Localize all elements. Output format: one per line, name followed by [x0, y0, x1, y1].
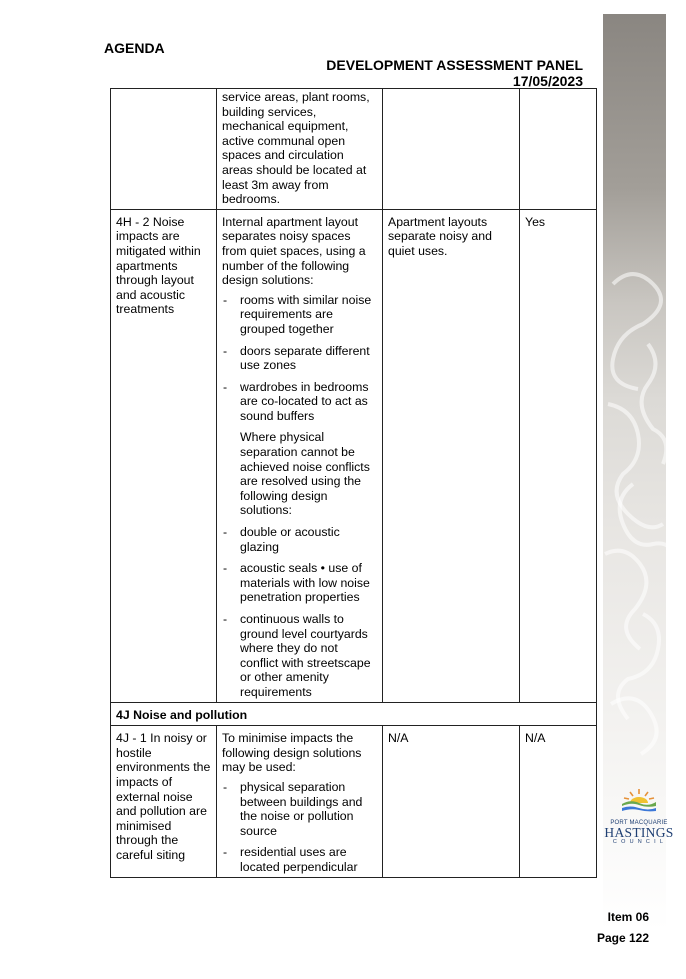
- meeting-date: 17/05/2023: [512, 73, 583, 89]
- assessment-table: [110, 88, 597, 878]
- item-number: Item 06: [607, 910, 649, 924]
- comment-cell: N/A: [383, 726, 520, 877]
- table-row: [111, 89, 597, 210]
- comment-cell: [383, 89, 520, 210]
- guidance-list: [222, 780, 377, 875]
- objective-cell: 4H - 2 Noise impacts are mitigated within apartments through layout and acoustic treatments: [111, 209, 217, 702]
- table-row: [111, 726, 597, 877]
- agenda-heading: AGENDA: [104, 40, 165, 56]
- comment-cell: Apartment layouts separate noisy and quiet uses.: [383, 209, 520, 702]
- design-guidance-cell: [217, 726, 383, 877]
- logo-text-line3: COUNCIL: [612, 839, 668, 845]
- guidance-note: Where physical separation cannot be achieved noise conflicts are resolved using the following design solutions:: [240, 430, 370, 518]
- design-guidance-cell: service areas, plant rooms, building services, mechanical equipment, active communal open spaces and circulation areas should be located at least 3m away from bedrooms.: [217, 89, 383, 210]
- compliance-cell: [520, 89, 597, 210]
- page-number: Page 122: [596, 931, 649, 945]
- list-item: - residential uses are located perpendicular: [222, 845, 377, 874]
- list-item: - wardrobes in bedrooms are co-located to act as sound buffers: [222, 380, 377, 424]
- guidance-intro: To minimise impacts the following design solutions may be used:: [222, 731, 362, 775]
- objective-cell: 4J - 1 In noisy or hostile environments the impacts of external noise and pollution are minimised through the careful siting: [111, 726, 217, 877]
- list-item: - double or acoustic glazing: [222, 525, 377, 554]
- objective-cell: [111, 89, 217, 210]
- list-item: - continuous walls to ground level courtyards where they do not conflict with streetscape or other amenity requirements: [222, 612, 377, 700]
- guidance-list: [222, 293, 377, 700]
- sun-waves-icon: [619, 787, 659, 813]
- logo-text-line1: PORT MACQUARIE: [610, 820, 668, 826]
- list-item: - doors separate different use zones: [222, 344, 377, 373]
- panel-heading: DEVELOPMENT ASSESSMENT PANEL: [326, 57, 583, 73]
- list-item: - rooms with similar noise requirements are grouped together: [222, 293, 377, 337]
- list-item: - acoustic seals • use of materials with low noise penetration properties: [222, 561, 377, 605]
- council-logo: [604, 787, 674, 845]
- list-item: - physical separation between buildings and the noise or pollution source: [222, 780, 377, 838]
- table-row: [111, 209, 597, 702]
- section-row: [111, 702, 597, 726]
- section-heading: 4J Noise and pollution: [111, 702, 597, 726]
- compliance-cell: N/A: [520, 726, 597, 877]
- design-guidance-cell: [217, 209, 383, 702]
- compliance-cell: Yes: [520, 209, 597, 702]
- logo-text-line2: HASTINGS: [604, 825, 674, 840]
- guidance-intro: Internal apartment layout separates noisy spaces from quiet spaces, using a number of the following design solutions:: [222, 214, 366, 288]
